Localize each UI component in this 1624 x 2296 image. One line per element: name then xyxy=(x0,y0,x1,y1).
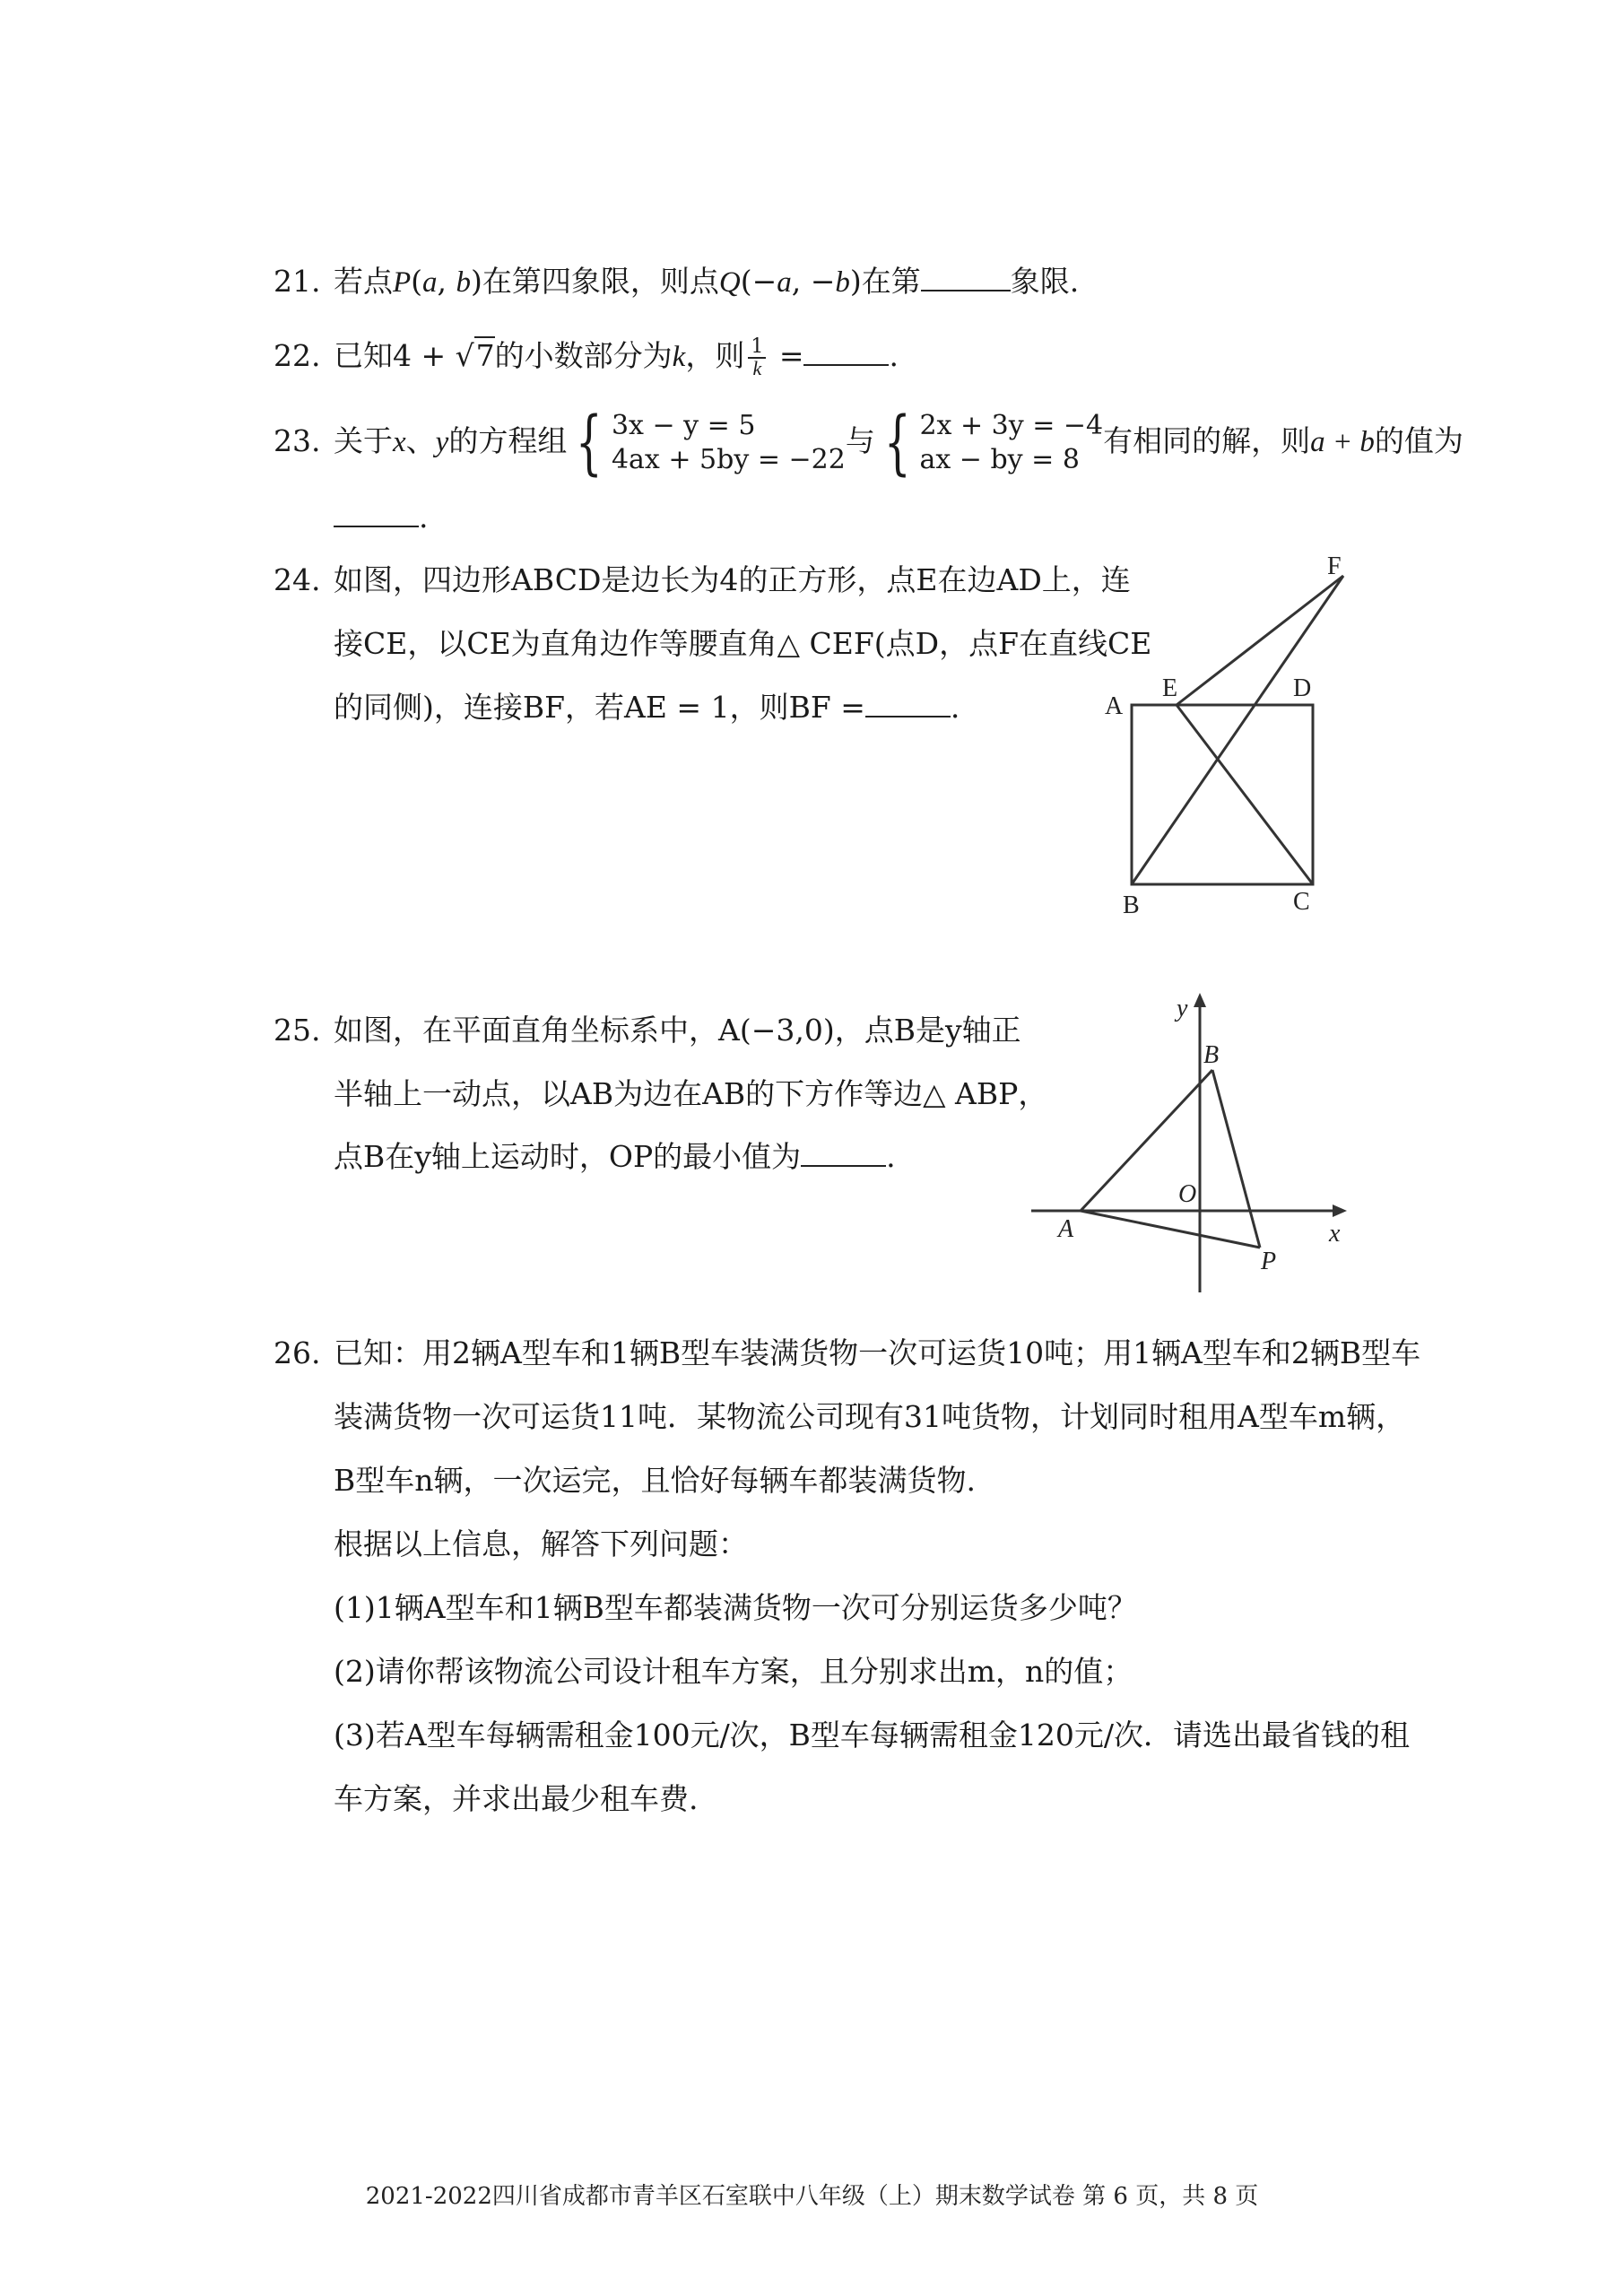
math-var: a xyxy=(422,266,438,299)
sqrt-radicand: 7 xyxy=(475,338,495,373)
math-var: b xyxy=(456,266,472,299)
fraction xyxy=(748,337,766,379)
question-number-23: 23. xyxy=(274,423,321,458)
equation-system-1 xyxy=(612,409,846,477)
equation-system-2 xyxy=(919,409,1103,477)
fraction-numerator: 1 xyxy=(748,337,766,359)
equation: 3x − y = 5 xyxy=(611,410,756,441)
segment-ef xyxy=(1177,576,1343,705)
label-b: B xyxy=(1123,891,1140,919)
left-brace-icon: { xyxy=(883,403,911,483)
text: )在第 xyxy=(849,264,921,299)
text: = xyxy=(769,338,804,373)
segment-ce xyxy=(1177,705,1313,884)
math-var: k xyxy=(672,341,686,373)
text: 与 xyxy=(845,423,875,458)
question-25-line-3 xyxy=(334,1137,896,1177)
answer-blank xyxy=(801,1138,886,1167)
text: 已知4 + xyxy=(334,338,456,373)
question-number-25: 25. xyxy=(274,1013,321,1048)
text: . xyxy=(886,1139,896,1174)
question-26-line-6: (2)请你帮该物流公司设计租车方案，且分别求出m，n的值； xyxy=(334,1654,1133,1689)
text: 的同侧)，连接BF，若AE = 1，则BF = xyxy=(334,690,865,725)
label-a: A xyxy=(1058,1215,1074,1243)
label-o: O xyxy=(1178,1180,1197,1208)
equation: ax − by = 8 xyxy=(919,444,1080,475)
equation: 2x + 3y = −4 xyxy=(919,410,1104,441)
equation: 4ax + 5by = −22 xyxy=(611,444,846,475)
segment-ap xyxy=(1081,1211,1260,1248)
answer-blank xyxy=(921,263,1011,291)
question-number-24: 24. xyxy=(274,562,321,597)
page-footer: 2021-2022四川省成都市青羊区石室联中八年级（上）期末数学试卷 第 6 页，共 8 页 xyxy=(365,2183,1259,2210)
text: 、 xyxy=(405,423,436,458)
answer-blank xyxy=(334,499,419,527)
question-26-line-2: 装满货物一次可运货11吨．某物流公司现有31吨货物，计划同时租用A型车m辆， xyxy=(334,1399,1406,1434)
text: ，则 xyxy=(685,338,745,373)
label-e: E xyxy=(1162,674,1178,702)
label-p: P xyxy=(1261,1248,1277,1275)
question-25-line-2: 半轴上一动点，以AB为边在AB的下方作等边△ ABP， xyxy=(334,1076,1048,1111)
math-var: y xyxy=(435,426,449,458)
answer-blank xyxy=(865,689,951,718)
text: (− xyxy=(740,264,777,299)
question-24-line-1: 如图，四边形ABCD是边长为4的正方形，点E在边AD上，连 xyxy=(334,562,1131,597)
answer-blank xyxy=(803,337,889,366)
square-figure xyxy=(1094,538,1381,933)
question-26-line-7: (3)若A型车每辆需租金100元/次，B型车每辆需租金120元/次．请选出最省钱的租 xyxy=(334,1718,1411,1752)
question-26-line-8: 车方案，并求出最少租车费. xyxy=(334,1781,699,1816)
text: 的方程组 xyxy=(448,423,568,458)
text: 若点 xyxy=(334,264,393,299)
label-f: F xyxy=(1327,552,1342,580)
question-21-text xyxy=(334,262,1079,302)
label-b: B xyxy=(1203,1041,1220,1069)
text: 的值为 xyxy=(1374,423,1463,458)
label-d: D xyxy=(1293,674,1312,702)
text: 有相同的解，则 xyxy=(1103,423,1311,458)
math-var: P xyxy=(393,266,412,299)
question-23-text xyxy=(334,403,1463,483)
fraction-denominator: k xyxy=(752,356,762,379)
left-brace-icon: { xyxy=(576,403,604,483)
label-a: A xyxy=(1105,692,1124,720)
text: ( xyxy=(411,264,423,299)
question-number-26: 26. xyxy=(274,1335,321,1370)
math-expression: a + b xyxy=(1310,426,1375,458)
label-y: y xyxy=(1177,995,1188,1022)
x-axis-arrow-icon xyxy=(1333,1205,1347,1217)
segment-bp xyxy=(1212,1070,1260,1248)
text: , xyxy=(437,264,456,299)
text: 关于 xyxy=(334,423,393,458)
text: . xyxy=(950,690,960,725)
text: , − xyxy=(791,264,836,299)
question-number-21: 21. xyxy=(274,264,321,299)
question-26-line-4: 根据以上信息，解答下列问题： xyxy=(334,1526,748,1561)
text: )在第四象限，则点 xyxy=(471,264,719,299)
text: . xyxy=(889,338,899,373)
coordinate-figure xyxy=(1022,991,1363,1300)
text: 点B在y轴上运动时，OP的最小值为 xyxy=(334,1139,802,1174)
question-24-line-2: 接CE，以CE为直角边作等腰直角△ CEF(点D，点F在直线CE xyxy=(334,626,1152,661)
question-22-text: 已知4 + √7的小数部分为k，则 $\frac{1}{k}$ = . xyxy=(334,335,899,379)
question-number-22: 22. xyxy=(274,338,321,373)
label-x: x xyxy=(1329,1220,1341,1248)
y-axis-arrow-icon xyxy=(1194,993,1206,1007)
math-var: b xyxy=(835,266,850,299)
question-26-line-5: (1)1辆A型车和1辆B型车都装满货物一次可分别运货多少吨？ xyxy=(334,1590,1137,1625)
question-25-line-1: 如图，在平面直角坐标系中，A(−3,0)，点B是y轴正 xyxy=(334,1013,1021,1048)
text: 的小数部分为 xyxy=(494,338,673,373)
question-23-answer-line xyxy=(334,498,429,537)
square-abcd xyxy=(1132,705,1313,884)
label-c: C xyxy=(1293,888,1310,916)
math-var: a xyxy=(777,266,792,299)
text: 象限. xyxy=(1010,264,1080,299)
text: . xyxy=(419,500,429,535)
question-24-line-3 xyxy=(334,688,960,727)
question-26-line-1: 已知：用2辆A型车和1辆B型车装满货物一次可运货10吨；用1辆A型车和2辆B型车 xyxy=(334,1335,1421,1370)
math-var: x xyxy=(393,426,406,458)
question-26-line-3: B型车n辆，一次运完，且恰好每辆车都装满货物. xyxy=(334,1463,976,1498)
math-var: Q xyxy=(718,266,741,299)
